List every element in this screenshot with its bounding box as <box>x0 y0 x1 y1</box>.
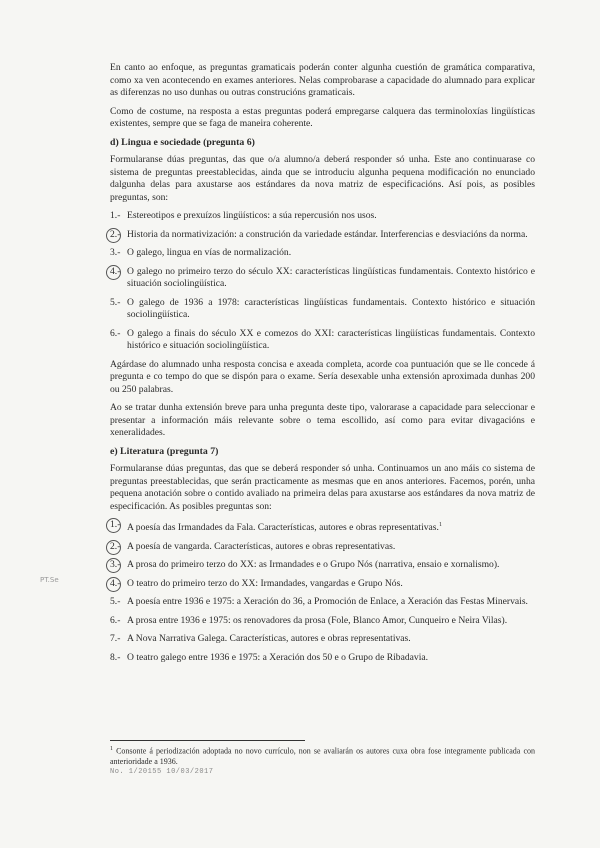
item-number: 6.- <box>110 327 121 339</box>
section-d-evaluation: Ao se tratar dunha extensión breve para unha pregunta deste tipo, valorarase a capacidade para seleccionar e presentar a información máis relevante sobre o tema escollido, así como para evitar divagacións e xeneralidades. <box>110 402 535 438</box>
item-text: O teatro galego entre 1936 e 1975: a Xeración dos 50 e o Grupo de Ribadavia. <box>127 651 429 663</box>
item-number: 2.- <box>110 228 121 240</box>
fax-header-line: No. 1/20155 10/03/2017 <box>110 768 214 776</box>
section-d-heading: d) Lingua e sociedade (pregunta 6) <box>110 136 255 148</box>
section-e-intro: Formularanse dúas preguntas, das que se deberá responder só unha. Continuamos un ano máis co sistema de preguntas preestablecidas, que serán practicamente as mesmas que en anos anteriores. Facemos, porén, unha pequena anotación sobre o contido avaliado na primeira delas para axustarse aos estándares da nova matriz de especificación. As posibles preguntas son: <box>110 463 535 512</box>
item-text: Estereotipos e prexuízos lingüísticos: a súa repercusión nos usos. <box>127 210 377 221</box>
item-text: A prosa entre 1936 e 1975: os renovadores da prosa (Fole, Blanco Amor, Cunqueiro e Neira Vilas). <box>127 614 508 626</box>
list-item <box>110 578 535 591</box>
paragraph-grammar-focus: En canto ao enfoque, as preguntas gramaticais poderán conter algunha cuestión de gramática comparativa, como xa ven acontecendo en exames anteriores. Nelas comprobarase a capacidade do alumnado para explicar as diferenzas no uso dunhas ou outras construcións gramaticais. <box>110 62 535 98</box>
list-item <box>110 633 535 646</box>
section-d-expectation: Agárdase do alumnado unha resposta concisa e axeada completa, acorde coa puntuación que se lle concede á pregunta e co tempo do que se dispón para o exame. Sería desexable unha extensión aproximada dunhas 200 ou 250 palabras. <box>110 358 535 395</box>
list-item <box>110 328 535 353</box>
item-text: A Nova Narrativa Galega. Características, autores e obras representativas. <box>127 633 411 645</box>
list-item <box>110 615 535 628</box>
item-text: O galego de 1936 a 1978: características lingüísticas fundamentais. Contexto histórico e situación sociolingüística. <box>127 296 535 320</box>
item-number: 7.- <box>110 633 121 645</box>
list-item <box>110 596 535 609</box>
item-text: O teatro do primeiro terzo do XX: Irmandades, vangardas e Grupo Nós. <box>127 577 403 589</box>
item-number: 3.- <box>110 559 121 571</box>
item-text: O galego no primeiro terzo do século XX: características lingüísticas fundamentais. Contexto histórico e situación sociolingüística. <box>127 265 535 289</box>
footnote-text: Consonte á periodización adoptada no novo currículo, non se avaliarán os autores cuxa obra fose integramente publicada con anterioridade a 1936. <box>110 746 535 766</box>
footnote <box>110 744 535 767</box>
item-number: 2.- <box>110 540 121 552</box>
item-text: A poesía das Irmandades da Fala. Características, autores e obras representativas. <box>127 522 439 534</box>
document-body <box>110 62 535 670</box>
paragraph-terminology: Como de costume, na resposta a estas preguntas poderá empregarse calquera das terminoloxías lingüísticas existentes, sempre que se faga de maneira coherente. <box>110 105 535 129</box>
item-number: 6.- <box>110 614 121 626</box>
item-number: 1.- <box>110 519 121 530</box>
section-e-heading: e) Literatura (pregunta 7) <box>110 445 219 457</box>
item-text: A poesía entre 1936 e 1975: a Xeración do 36, a Promoción de Enlace, a Xeración das Festas Minervais. <box>127 596 528 608</box>
item-number: 8.- <box>110 651 121 663</box>
footnote-ref: 1 <box>438 522 442 528</box>
list-item <box>110 559 535 572</box>
footnote-divider <box>110 740 305 741</box>
list-item <box>110 519 535 535</box>
item-number: 5.- <box>110 596 121 608</box>
list-item <box>110 229 535 242</box>
item-number: 3.- <box>110 247 121 258</box>
item-number: 5.- <box>110 296 121 308</box>
item-number: 1.- <box>110 210 121 221</box>
list-item <box>110 652 535 665</box>
item-number: 4.- <box>110 265 121 277</box>
list-item <box>110 266 535 291</box>
list-item <box>110 247 535 260</box>
item-text: O galego, lingua en vías de normalización. <box>127 247 292 258</box>
list-item <box>110 541 535 554</box>
margin-note: PT.Se <box>40 576 59 584</box>
list-item <box>110 210 535 223</box>
item-text: A poesía de vangarda. Características, autores e obras representativas. <box>127 540 396 552</box>
item-text: Historia da normativización: a construción da variedade estándar. Interferencias e desviacións da norma. <box>127 228 528 240</box>
item-text: A prosa do primeiro terzo do XX: as Irmandades e o Grupo Nós (narrativa, ensaio e xornalismo). <box>127 559 500 571</box>
item-text: O galego a finais do século XX e comezos do XXI: características lingüísticas fundamentais. Contexto histórico e situación sociolingüística. <box>127 327 535 351</box>
item-number: 4.- <box>110 577 121 589</box>
section-d-intro: Formularanse dúas preguntas, das que o/a alumno/a deberá responder só unha. Este ano continuarase co sistema de preguntas preestablecidas, ainda que se introduciu algunha pequena modificación no enunciado dalgunha delas para axustarse aos estándares da nova matriz de especificacións. Así pois, as posibles preguntas, son: <box>110 154 535 203</box>
list-item <box>110 297 535 322</box>
footnote-mark: 1 <box>110 746 113 752</box>
